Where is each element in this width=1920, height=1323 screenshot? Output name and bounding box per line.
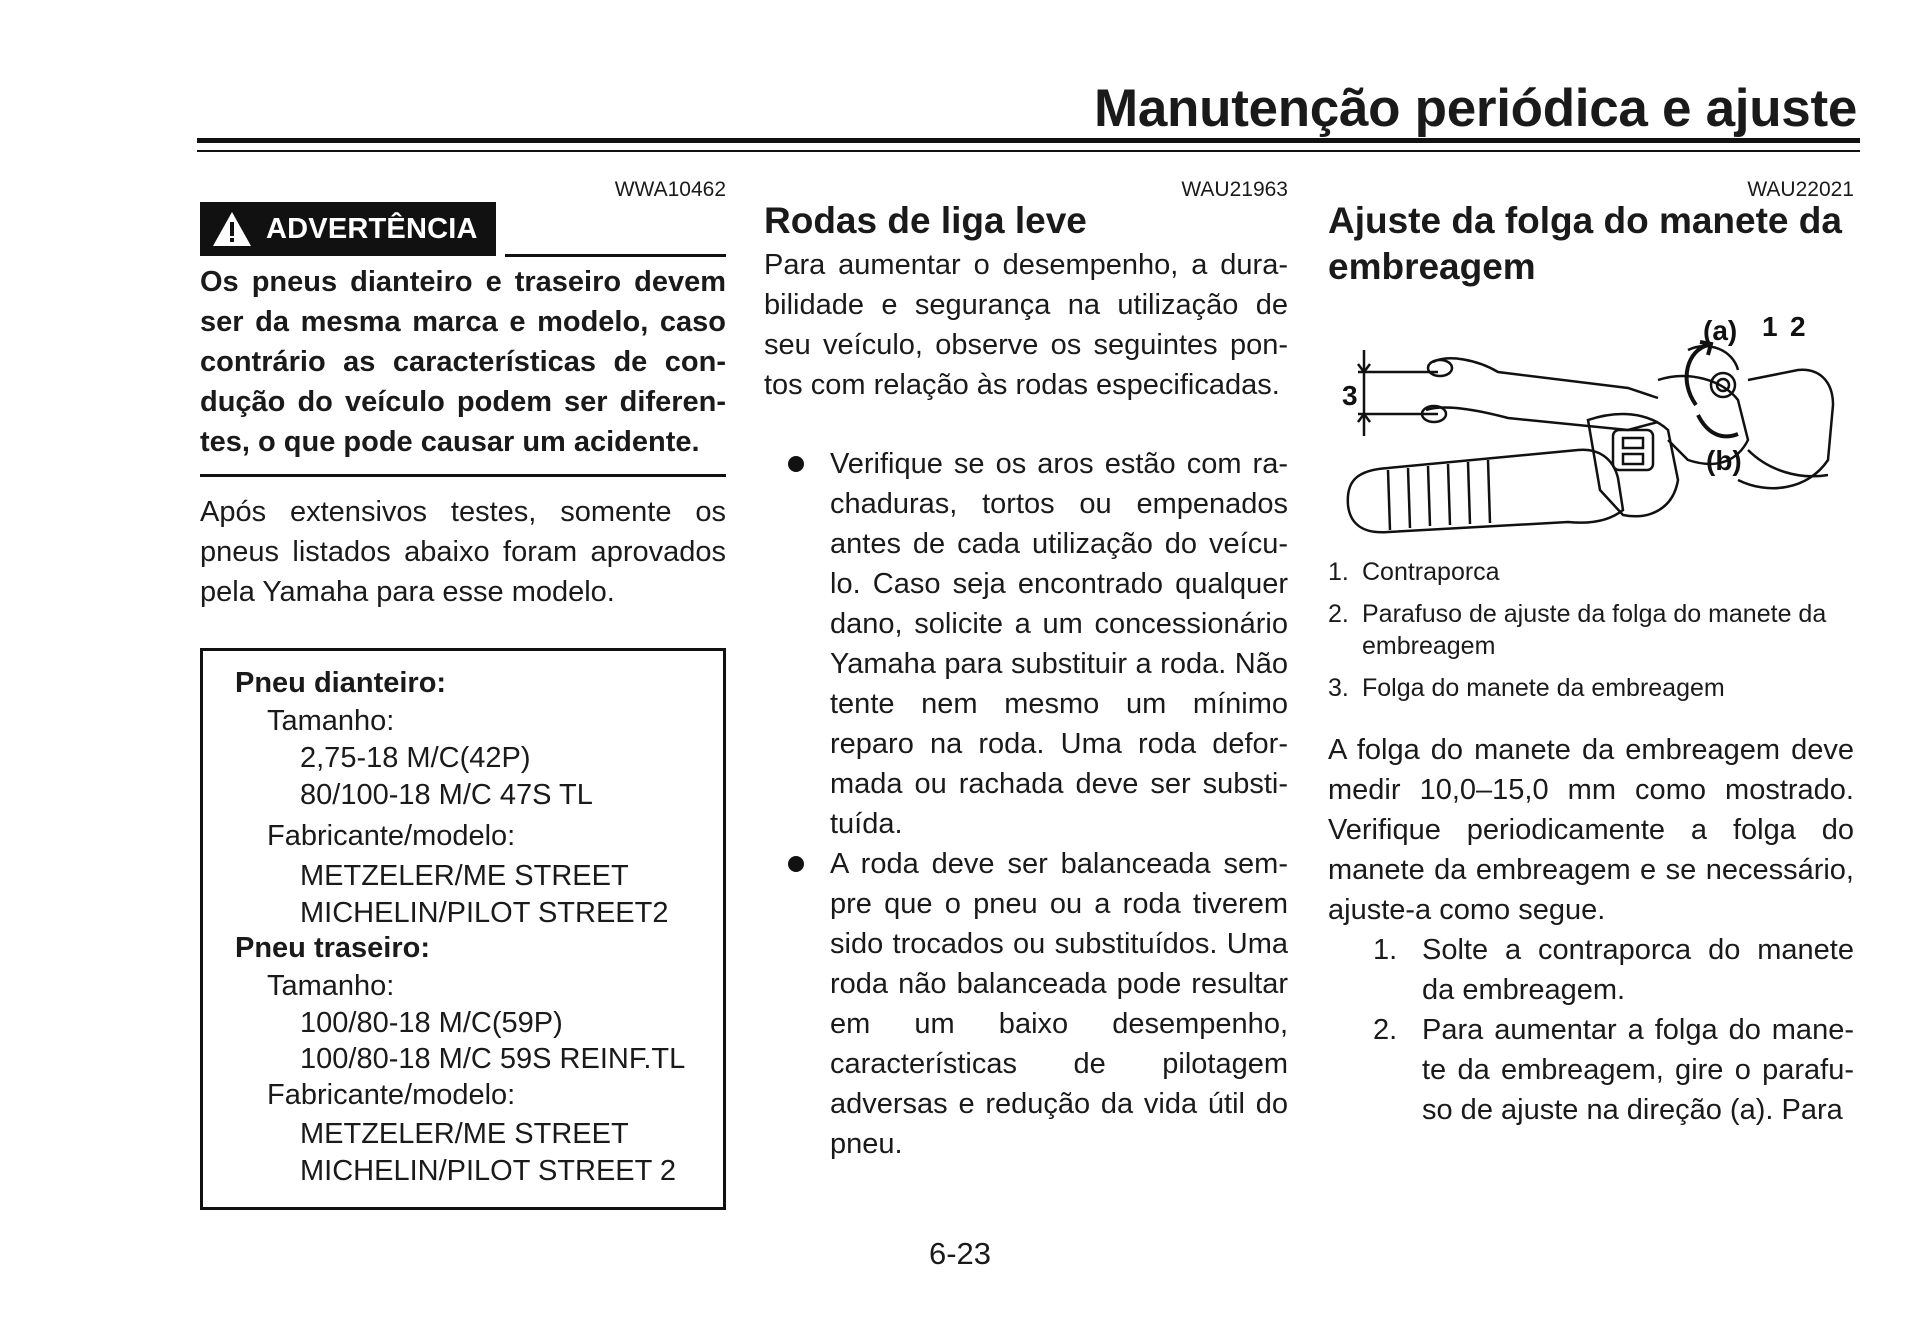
legend-text: Folga do manete da embreagem [1362, 674, 1725, 702]
figure-label-b: (b) [1706, 445, 1742, 476]
warning-badge [200, 202, 496, 256]
bullet-text: A roda deve ser balanceada sempre que o pneu ou a roda tiverem sido trocados ou substituídos. Uma roda não balanceada pode resultar em um baixo desempenho, características de pilotagem adversas e redução da vida útil do pneu. [830, 848, 1288, 1160]
warning-label: ADVERTÊNCIA [266, 212, 478, 245]
wheels-intro-paragraph: Para aumentar o desempenho, a durabilidade e segurança na utilização de seu veículo, observe os seguintes pontos com relação às rodas especificadas. [764, 249, 1288, 401]
figure-label-1: 1 [1762, 311, 1778, 342]
warning-code: WWA10462 [614, 178, 726, 201]
tire-intro-paragraph: Após extensivos testes, somente os pneus listados abaixo foram aprovados pela Yamaha para esse modelo. [200, 496, 726, 608]
header-rule-thick [197, 138, 1860, 143]
front-size-label: Tamanho: [267, 705, 395, 737]
rear-size-value: 100/80-18 M/C(59P) [300, 1007, 563, 1039]
front-size-value: 80/100-18 M/C 47S TL [300, 779, 593, 811]
clutch-body-paragraph: A folga do manete da embreagem deve medir 10,0–15,0 mm como mostrado. Verifique periodicamente a folga do manete da embreagem e se necessário, ajuste-a como segue. [1328, 734, 1854, 926]
rear-maker-value: METZELER/ME STREET [300, 1118, 629, 1150]
legend-item [1328, 556, 1858, 588]
legend-number: 3. [1328, 674, 1349, 702]
step-number: 1. [1373, 934, 1398, 966]
list-item [1328, 930, 1854, 1010]
clutch-lever-illustration [1328, 310, 1858, 550]
list-item [1328, 1010, 1854, 1130]
list-item [764, 444, 1288, 844]
bullet-text: Verifique se os aros estão com rachaduras, tortos ou empenados antes de cada utilização do veículo. Caso seja encontrado qualquer dano, solicite a um concessionário Yamaha para substituir a roda. Não tente nem mesmo um mínimo reparo na roda. Uma roda deformada ou rachada deve ser substituída. [830, 448, 1288, 840]
warning-bottom-rule [200, 474, 726, 477]
front-maker-value: METZELER/ME STREET [300, 860, 629, 892]
list-item [764, 844, 1288, 1164]
tire-spec-box [200, 648, 726, 1210]
rear-maker-value: MICHELIN/PILOT STREET 2 [300, 1155, 677, 1187]
figure-label-2: 2 [1790, 311, 1806, 342]
bullet-icon [788, 856, 804, 872]
step-text: Para aumentar a folga do manete da embreagem, gire o parafuso de ajuste na direção (a). Para [1422, 1014, 1854, 1126]
front-maker-value: MICHELIN/PILOT STREET2 [300, 897, 669, 929]
legend-text: Contraporca [1362, 558, 1500, 586]
figure-legend [1328, 556, 1858, 714]
figure-label-a: (a) [1703, 315, 1738, 346]
legend-number: 1. [1328, 558, 1349, 586]
front-tire-heading: Pneu dianteiro: [235, 667, 447, 699]
legend-number: 2. [1328, 600, 1349, 628]
bullet-icon [788, 456, 804, 472]
warning-triangle-icon [212, 211, 252, 247]
rear-tire-heading: Pneu traseiro: [235, 932, 430, 964]
step-text: Solte a contraporca do manete da embreagem. [1422, 934, 1854, 1006]
section-heading: Ajuste da folga do manete da embreagem [1328, 200, 1842, 287]
page-number: 6-23 [928, 1236, 992, 1271]
legend-text: Parafuso de ajuste da folga do manete da embreagem [1362, 600, 1827, 660]
legend-item [1328, 598, 1858, 662]
section-code: WAU21963 [1181, 178, 1288, 201]
warning-heading-line [505, 254, 726, 257]
section-code: WAU22021 [1747, 178, 1854, 201]
front-maker-label: Fabricante/modelo: [267, 820, 516, 852]
section-heading: Rodas de liga leve [764, 200, 1087, 241]
figure-label-3: 3 [1342, 380, 1358, 411]
page-title: Manutenção periódica e ajuste [1094, 79, 1857, 138]
rear-size-label: Tamanho: [267, 970, 395, 1002]
front-size-value: 2,75-18 M/C(42P) [300, 742, 531, 774]
header-rule-thin [197, 150, 1860, 152]
legend-item [1328, 672, 1858, 704]
wheels-bullet-list [764, 444, 1288, 1164]
rear-maker-label: Fabricante/modelo: [267, 1079, 516, 1111]
warning-text: Os pneus dianteiro e traseiro devem ser da mesma marca e modelo, caso contrário as características de condução do veículo podem ser diferentes, o que pode causar um acidente. [200, 266, 726, 458]
adjust-steps-list [1328, 930, 1854, 1130]
rear-size-value: 100/80-18 M/C 59S REINF.TL [300, 1043, 686, 1075]
step-number: 2. [1373, 1014, 1398, 1046]
